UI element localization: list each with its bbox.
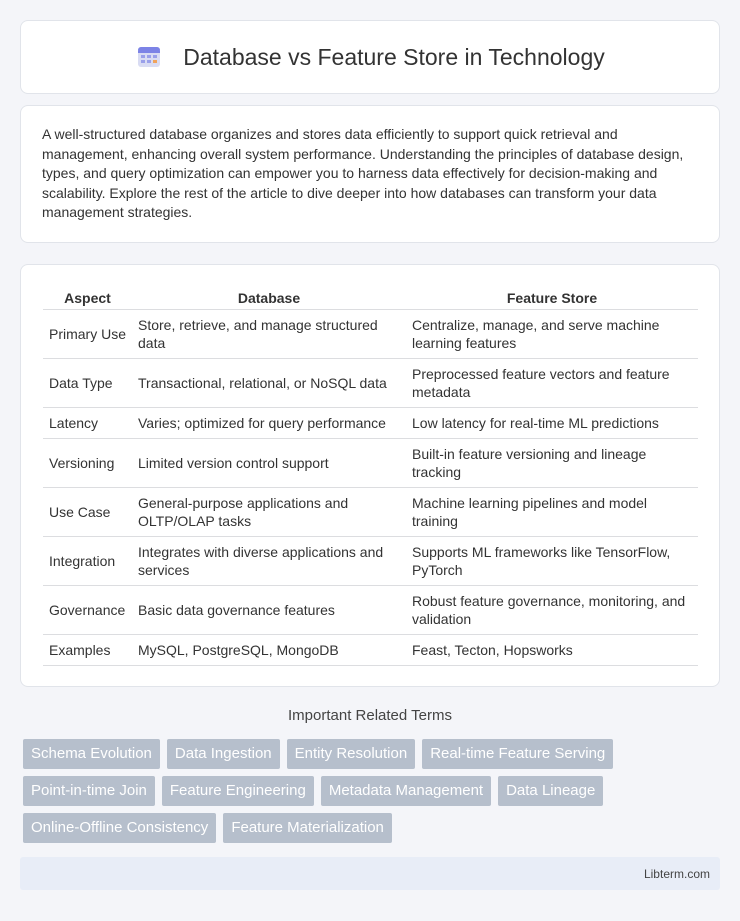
cell-aspect: Integration bbox=[43, 536, 132, 585]
tag-point-in-time-join[interactable]: Point-in-time Join bbox=[23, 776, 155, 806]
cell-database: Store, retrieve, and manage structured data bbox=[132, 309, 406, 358]
page-title: Database vs Feature Store in Technology bbox=[183, 43, 605, 70]
tag-online-offline-consistency[interactable]: Online-Offline Consistency bbox=[23, 813, 216, 843]
cell-feature-store: Machine learning pipelines and model training bbox=[406, 487, 698, 536]
table-row bbox=[43, 585, 698, 634]
cell-aspect: Data Type bbox=[43, 358, 132, 407]
cell-database: MySQL, PostgreSQL, MongoDB bbox=[132, 634, 406, 665]
related-terms-tags bbox=[23, 739, 723, 850]
cell-database: Limited version control support bbox=[132, 438, 406, 487]
cell-database: Integrates with diverse applications and services bbox=[132, 536, 406, 585]
table-header-row bbox=[43, 285, 698, 309]
tag-real-time-feature-serving[interactable]: Real-time Feature Serving bbox=[422, 739, 613, 769]
comparison-table bbox=[43, 285, 698, 666]
cell-feature-store: Supports ML frameworks like TensorFlow, PyTorch bbox=[406, 536, 698, 585]
tag-metadata-management[interactable]: Metadata Management bbox=[321, 776, 491, 806]
tag-entity-resolution[interactable]: Entity Resolution bbox=[287, 739, 416, 769]
table-row bbox=[43, 407, 698, 438]
tag-row bbox=[23, 776, 723, 806]
cell-aspect: Use Case bbox=[43, 487, 132, 536]
cell-aspect: Versioning bbox=[43, 438, 132, 487]
table-row bbox=[43, 438, 698, 487]
tag-feature-materialization[interactable]: Feature Materialization bbox=[223, 813, 392, 843]
intro-card bbox=[20, 105, 720, 243]
cell-aspect: Primary Use bbox=[43, 309, 132, 358]
tag-schema-evolution[interactable]: Schema Evolution bbox=[23, 739, 160, 769]
cell-feature-store: Built-in feature versioning and lineage tracking bbox=[406, 438, 698, 487]
table-row bbox=[43, 536, 698, 585]
cell-feature-store: Robust feature governance, monitoring, and validation bbox=[406, 585, 698, 634]
comparison-table-card bbox=[20, 264, 720, 687]
cell-aspect: Governance bbox=[43, 585, 132, 634]
tag-feature-engineering[interactable]: Feature Engineering bbox=[162, 776, 314, 806]
tag-data-ingestion[interactable]: Data Ingestion bbox=[167, 739, 280, 769]
cell-feature-store: Low latency for real-time ML predictions bbox=[406, 407, 698, 438]
header-feature-store: Feature Store bbox=[406, 285, 698, 309]
table-row bbox=[43, 487, 698, 536]
related-terms-title: Important Related Terms bbox=[288, 707, 452, 724]
table-row bbox=[43, 634, 698, 665]
table-row bbox=[43, 309, 698, 358]
footer bbox=[20, 857, 720, 890]
cell-feature-store: Preprocessed feature vectors and feature metadata bbox=[406, 358, 698, 407]
header-aspect: Aspect bbox=[43, 285, 132, 309]
cell-aspect: Examples bbox=[43, 634, 132, 665]
cell-feature-store: Feast, Tecton, Hopsworks bbox=[406, 634, 698, 665]
table-row bbox=[43, 358, 698, 407]
cell-database: Varies; optimized for query performance bbox=[132, 407, 406, 438]
cell-feature-store: Centralize, manage, and serve machine learning features bbox=[406, 309, 698, 358]
tag-data-lineage[interactable]: Data Lineage bbox=[498, 776, 603, 806]
cell-database: Basic data governance features bbox=[132, 585, 406, 634]
footer-site-link[interactable]: Libterm.com bbox=[643, 867, 710, 881]
tag-row bbox=[23, 739, 723, 769]
header-database: Database bbox=[132, 285, 406, 309]
cell-database: Transactional, relational, or NoSQL data bbox=[132, 358, 406, 407]
database-table-icon bbox=[135, 43, 163, 71]
intro-text: A well-structured database organizes and stores data efficiently to support quick retrieval and management, enhancing overall system performance. Understanding the principles of database design, types, and query optimization can empower you to harness data effectively for decision-making and scalability. Explore the rest of the article to dive deeper into how databases can transform your data management strategies. bbox=[42, 126, 684, 221]
header-card bbox=[20, 20, 720, 94]
cell-aspect: Latency bbox=[43, 407, 132, 438]
cell-database: General-purpose applications and OLTP/OLAP tasks bbox=[132, 487, 406, 536]
tag-row bbox=[23, 813, 723, 843]
